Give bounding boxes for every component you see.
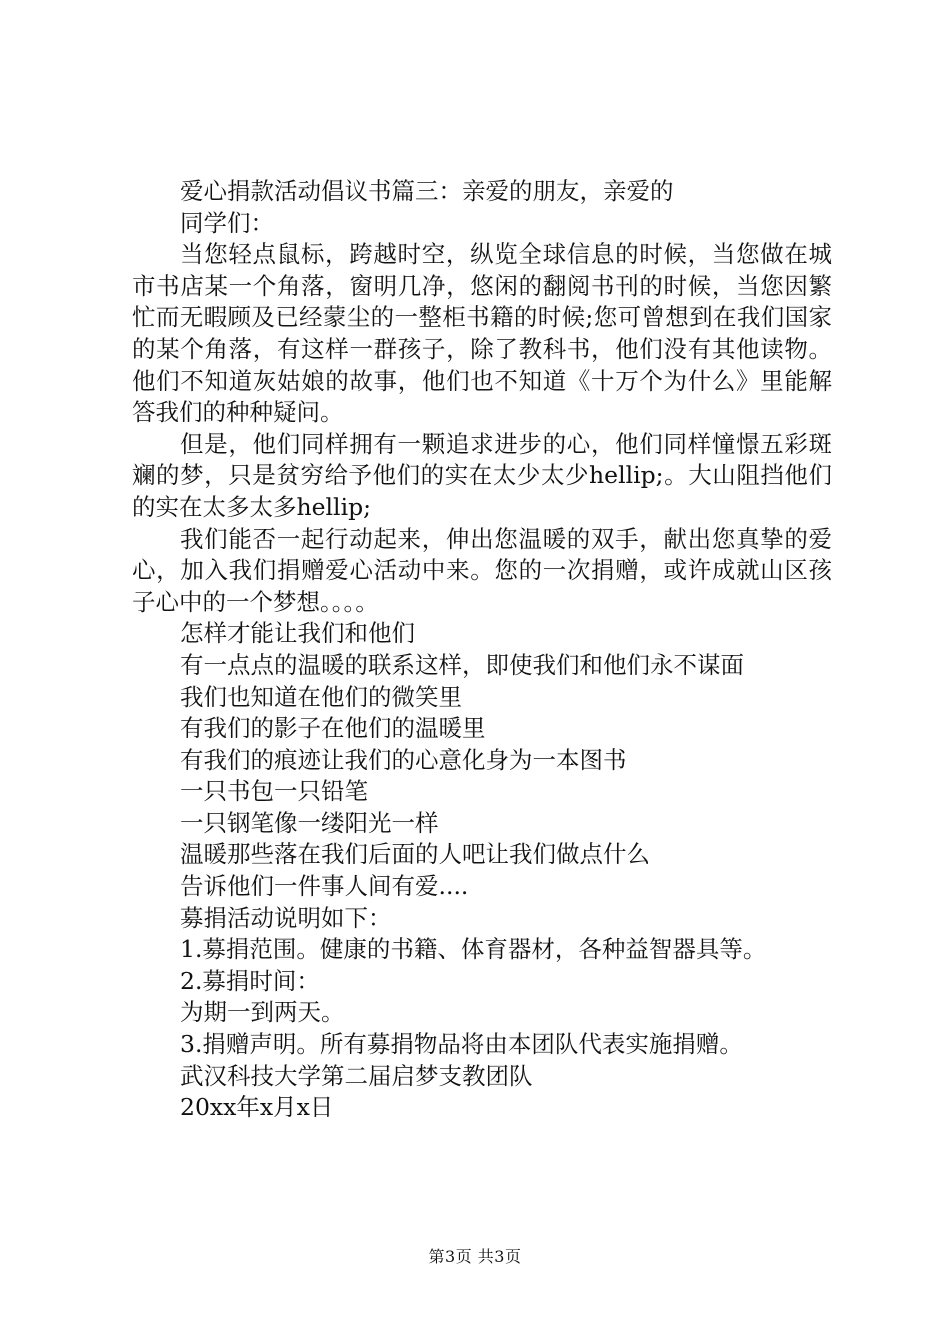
poem-line: 告诉他们一件事人间有爱.... — [180, 872, 469, 901]
paragraph-1: 当您轻点鼠标，跨越时空，纵览全球信息的时候，当您做在城市书店某一个角落，窗明几净，悠闲的翻阅书刊的时候，当您因繁忙而无暇顾及已经蒙尘的一整柜书籍的时候;您可曾想到在我们国家的某个角落，有这样一群孩子，除了教科书，他们没有其他读物。他们不知道灰姑娘的故事，他们也不知道《十万个为什么》里能解答我们的种种疑问。 — [132, 240, 832, 427]
poem-line: 有我们的影子在他们的温暖里 — [180, 714, 486, 743]
poem-line: 一只钢笔像一缕阳光一样 — [180, 808, 439, 837]
poem-line: 有我们的痕迹让我们的心意化身为一本图书 — [180, 745, 627, 774]
notice-item: 1.募捐范围。健康的书籍、体育器材，各种益智器具等。 — [180, 935, 767, 964]
greeting: 同学们： — [180, 208, 274, 237]
paragraph-3: 我们能否一起行动起来，伸出您温暖的双手，献出您真挚的爱心，加入我们捐赠爱心活动中来。您的一次捐赠，或许成就山区孩子心中的一个梦想。。。。 — [132, 524, 832, 616]
notice-item: 2.募捐时间： — [180, 966, 320, 995]
document-title-line: 爱心捐款活动倡议书篇三：亲爱的朋友，亲爱的 — [180, 177, 674, 205]
signature: 武汉科技大学第二届启梦支教团队 — [180, 1061, 533, 1090]
poem-line: 有一点点的温暖的联系这样，即使我们和他们永不谋面 — [180, 650, 744, 679]
notice-item: 3.捐赠声明。所有募捐物品将由本团队代表实施捐赠。 — [180, 1030, 743, 1059]
poem-line: 温暖那些落在我们后面的人吧让我们做点什么 — [180, 840, 650, 869]
notice-heading: 募捐活动说明如下： — [180, 903, 392, 932]
notice-item: 为期一到两天。 — [180, 998, 345, 1027]
poem-line: 一只书包一只铅笔 — [180, 777, 368, 806]
poem-line: 怎样才能让我们和他们 — [180, 619, 415, 648]
document-body — [132, 176, 832, 1124]
poem-line: 我们也知道在他们的微笑里 — [180, 682, 462, 711]
paragraph-2: 但是，他们同样拥有一颗追求进步的心，他们同样憧憬五彩斑斓的梦，只是贫穷给予他们的实在太少太少hellip;。大山阻挡他们的实在太多太多hellip; — [132, 429, 832, 521]
page-number-footer: 第3页 共3页 — [428, 1247, 522, 1266]
date-line: 20xx年x月x日 — [180, 1093, 334, 1122]
